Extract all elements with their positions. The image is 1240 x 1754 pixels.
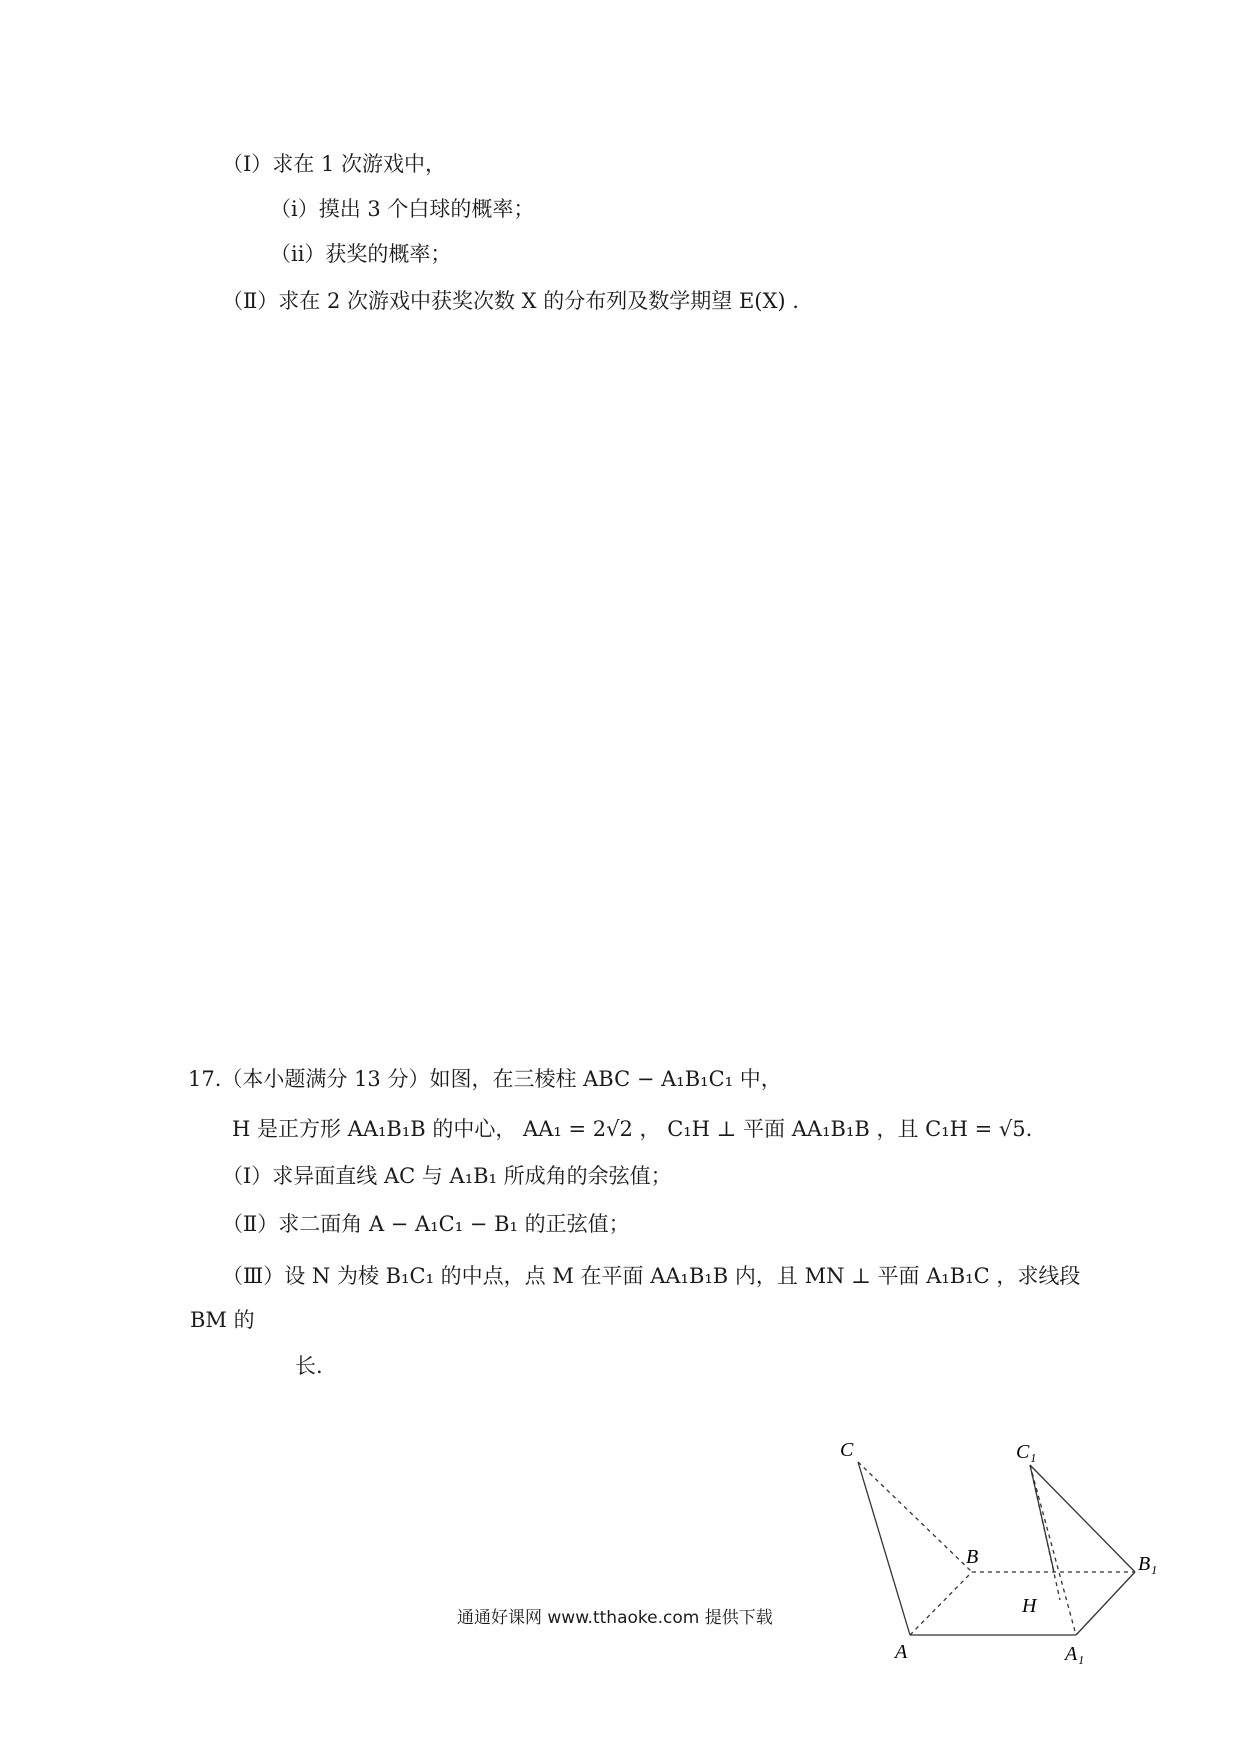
q17-part1: （Ⅰ）求异面直线 AC 与 A₁B₁ 所成角的余弦值； [222, 1164, 672, 1188]
edge-AB [910, 1572, 972, 1635]
q17-part2: （Ⅱ）求二面角 A − A₁C₁ − B₁ 的正弦值； [222, 1212, 630, 1236]
label-B: B [966, 1546, 979, 1568]
q16-part1: （Ⅰ）求在 1 次游戏中， [222, 152, 447, 176]
q17-part3-end: 长. [295, 1354, 323, 1378]
label-A1: A₁ [1065, 1643, 1085, 1665]
q17-part3: （Ⅲ）设 N 为棱 B₁C₁ 的中点，点 M 在平面 AA₁B₁B 内，且 MN ⊥ 平面 A₁B₁C ，求线段 [222, 1264, 1081, 1288]
q16-part1-i: （i）摸出 3 个白球的概率； [270, 197, 535, 221]
footer-text: 通通好课网 www.tthaoke.com 提供下载 [457, 1608, 773, 1628]
edge-CB [858, 1462, 972, 1572]
q17-title: 17.（本小题满分 13 分）如图，在三棱柱 ABC − A₁B₁C₁ 中， [188, 1067, 782, 1091]
label-A: A [895, 1641, 908, 1663]
label-C1: C₁ [1016, 1441, 1037, 1463]
label-B1: B₁ [1138, 1553, 1158, 1575]
label-C: C [840, 1439, 854, 1461]
edge-C1B1 [1030, 1465, 1135, 1572]
edge-A1B1 [1076, 1572, 1135, 1635]
q16-part2: （Ⅱ）求在 2 次游戏中获奖次数 X 的分布列及数学期望 E(X) . [222, 289, 799, 313]
q16-part1-ii: （ii）获奖的概率； [270, 242, 452, 266]
edge-C1A1 [1030, 1465, 1076, 1635]
q17-given: H 是正方形 AA₁B₁B 的中心， AA₁ = 2√2 ， C₁H ⊥ 平面 AA₁B₁B ，且 C₁H = √5. [232, 1117, 1033, 1141]
label-H: H [1022, 1595, 1037, 1617]
edge-C1Hleft [1030, 1465, 1054, 1572]
edge-C1H [1030, 1465, 1060, 1600]
edge-CA [858, 1462, 910, 1635]
q17-part3-cont: BM 的 [190, 1308, 255, 1332]
